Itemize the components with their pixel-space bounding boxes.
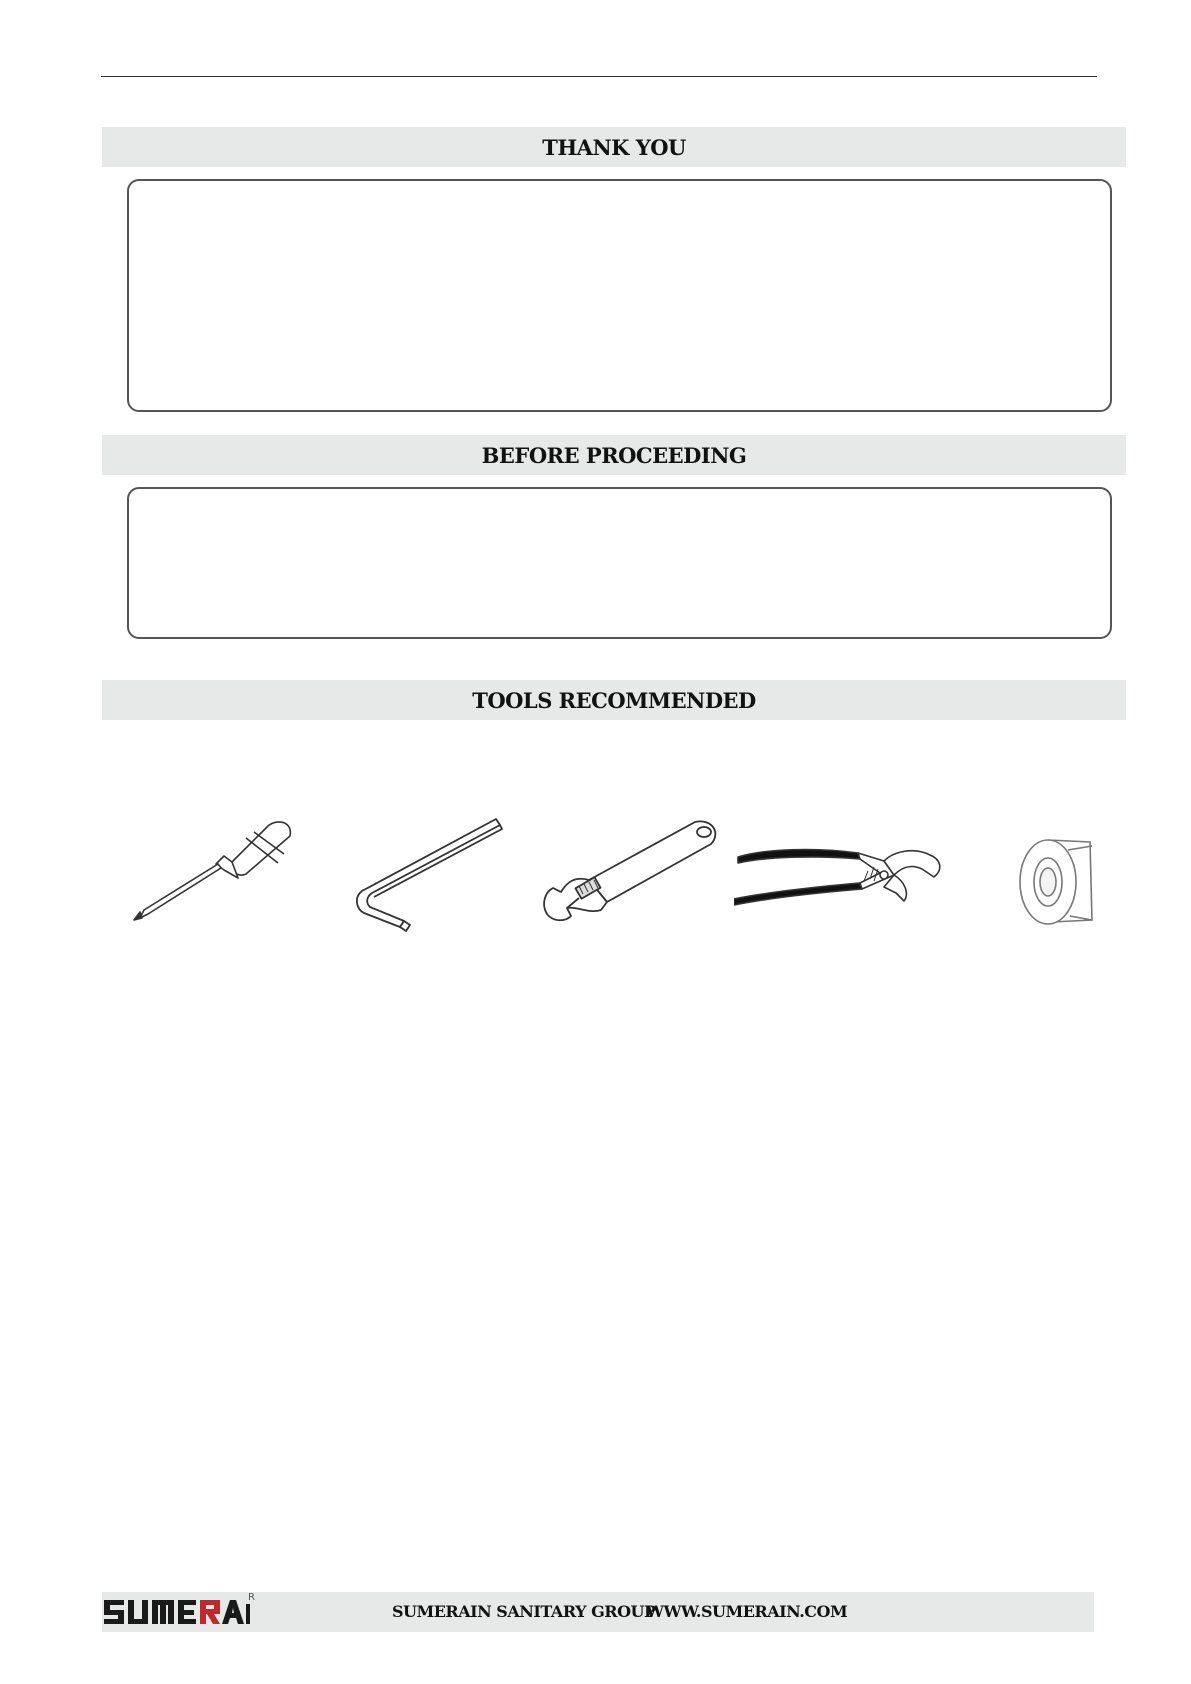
sumerain-logo [102,1594,252,1628]
footer-company: SUMERAIN SANITARY GROUP [392,1602,656,1621]
section-title: BEFORE PROCEEDING [481,442,747,468]
header-rule [101,76,1097,77]
section-header-thank-you [102,127,1126,167]
thank-you-box [127,179,1112,412]
section-title: TOOLS RECOMMENDED [472,687,756,713]
adjustable-wrench-icon [527,818,723,938]
section-header-tools-recommended [102,680,1126,720]
before-proceeding-box [127,487,1112,639]
screwdriver-icon [128,808,308,928]
footer-website[interactable]: WWW.SUMERAIN.COM [646,1602,848,1621]
section-header-before-proceeding [102,435,1126,475]
registered-mark: R [248,1592,255,1603]
pliers-icon [734,847,948,917]
thread-seal-tape-icon [1008,836,1094,928]
section-title: THANK YOU [542,134,686,160]
hex-key-icon [352,815,504,935]
footer-bar [102,1592,1094,1632]
